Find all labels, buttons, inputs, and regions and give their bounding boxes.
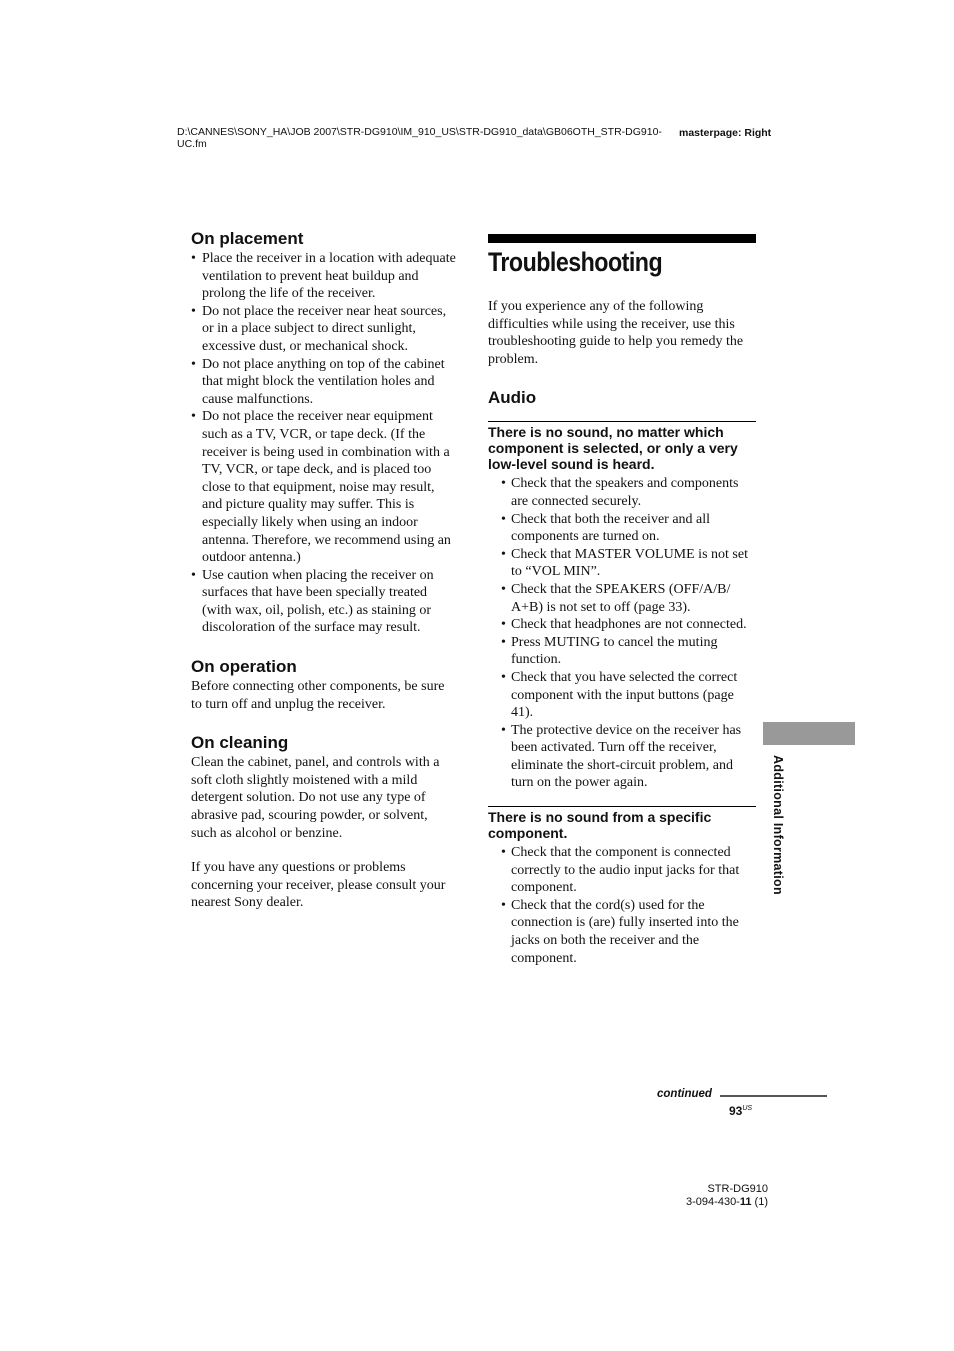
intro-text: If you experience any of the following difficulties while using the receiver, use this troubleshooting guide to help you remedy the problem. (488, 299, 744, 367)
list-item: • Check that the speakers and components are connected securely. (501, 475, 756, 510)
continued-rule (720, 1095, 827, 1097)
problem-heading: There is no sound from a specific component. (488, 806, 756, 841)
problem-checklist (488, 844, 756, 967)
questions-text: If you have any questions or problems concerning your receiver, please consult your nearest Sony dealer. (191, 860, 446, 911)
file-path-header: D:\CANNES\SONY_HA\JOB 2007\STR-DG910\IM_910_US\STR-DG910_data\GB06OTH_STR-DG910-UC.fm (177, 126, 662, 150)
page-suffix: US (742, 1105, 753, 1112)
placement-list (191, 250, 456, 637)
model-name: STR-DG910 (707, 1183, 768, 1195)
problem-heading: There is no sound, no matter which component is selected, or only a very low-level sound is heard. (488, 421, 756, 472)
page-number: $93^{US}$ (729, 1104, 753, 1118)
list-item: • Place the receiver in a location with adequate ventilation to prevent heat buildup and prolong the life of the receiver. (191, 250, 456, 303)
list-item: • Do not place the receiver near heat sources, or in a place subject to direct sunlight, excessive dust, or mechanical shock. (191, 303, 456, 356)
list-item: • Do not place the receiver near equipment such as a TV, VCR, or tape deck. (If the receiver is being used in combination with a TV, VCR, or tape deck, and is placed too close to that equipment, noise may result, and picture quality may suffer. This is especially likely when using an indoor antenna. Therefore, we recommend using an outdoor antenna.) (191, 408, 456, 566)
list-item: • Use caution when placing the receiver on surfaces that have been specially treated (with wax, oil, polish, etc.) as staining or discoloration of the surface may result. (191, 567, 456, 637)
list-item: • Check that MASTER VOLUME is not set to “VOL MIN”. (501, 546, 756, 581)
audio-heading: Audio (488, 388, 537, 408)
list-item: • Check that both the receiver and all components are turned on. (501, 511, 756, 546)
list-item: • Do not place anything on top of the cabinet that might block the ventilation holes and cause malfunctions. (191, 356, 456, 409)
left-column (191, 229, 456, 912)
list-item: • The protective device on the receiver has been activated. Turn off the receiver, eliminate the short-circuit problem, and turn on the power again. (501, 722, 756, 792)
list-item: • Check that the cord(s) used for the connection is (are) fully inserted into the jacks on both the receiver and the component. (501, 897, 756, 967)
title-rule (488, 234, 756, 243)
operation-heading: On operation (191, 657, 297, 677)
section-tab (763, 722, 855, 745)
section-tab-label: Additional Information (771, 755, 785, 895)
model-code (683, 1183, 768, 1208)
masterpage-label: masterpage: Right (679, 127, 772, 139)
list-item: • Check that the SPEAKERS (OFF/A/B/ A+B) is not set to off (page 33). (501, 581, 756, 616)
page-title: Troubleshooting (488, 247, 663, 277)
list-item: • Press MUTING to cancel the muting function. (501, 634, 756, 669)
list-item: • Check that you have selected the correct component with the input buttons (page 41). (501, 669, 756, 722)
placement-heading: On placement (191, 229, 304, 248)
cleaning-text: Clean the cabinet, panel, and controls with a soft cloth slightly moistened with a mild detergent solution. Do not use any type of abrasive pad, scouring powder, or solvent, such as alcohol or benzine. (191, 755, 440, 841)
list-item: • Check that the component is connected correctly to the audio input jacks for that component. (501, 844, 756, 897)
cleaning-heading: On cleaning (191, 733, 289, 753)
problem-checklist (488, 475, 756, 792)
continued-label: continued (657, 1088, 712, 1100)
document-code: 3-094-430-11 (1) (686, 1195, 768, 1208)
list-item: • Check that headphones are not connected. (501, 616, 756, 634)
right-column (488, 234, 756, 967)
operation-text: Before connecting other components, be sure to turn off and unplug the receiver. (191, 679, 445, 712)
